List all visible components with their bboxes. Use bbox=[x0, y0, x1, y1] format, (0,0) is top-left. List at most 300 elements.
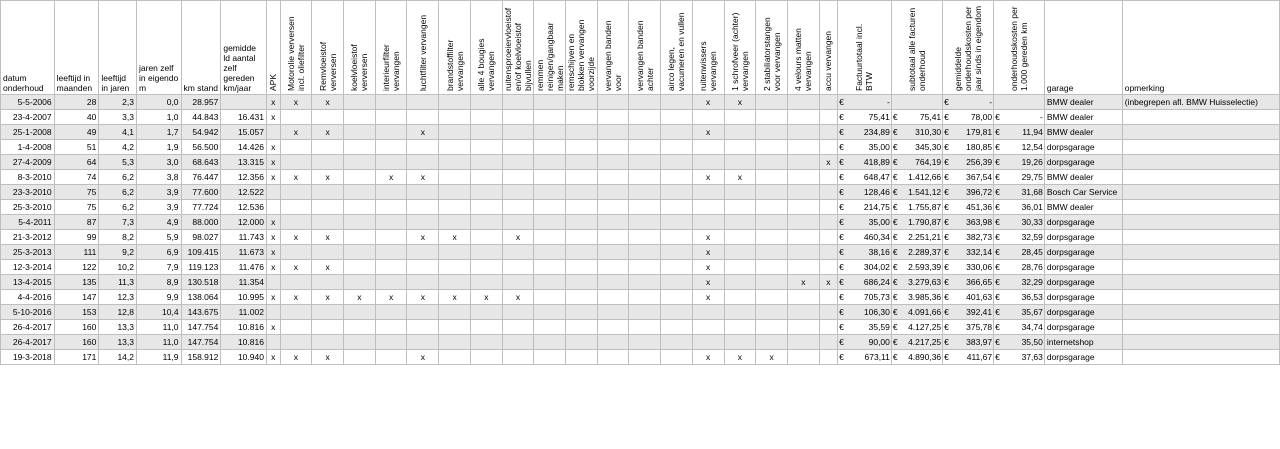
check-cell[interactable] bbox=[266, 200, 280, 215]
subtotal-cell[interactable] bbox=[891, 200, 942, 215]
date-cell[interactable]: 8-3-2010 bbox=[1, 170, 55, 185]
empty-cell[interactable] bbox=[266, 365, 280, 380]
check-cell[interactable]: x bbox=[819, 275, 837, 290]
check-cell[interactable] bbox=[661, 140, 693, 155]
column-header[interactable] bbox=[838, 1, 892, 95]
own-years-cell[interactable]: 4,9 bbox=[137, 215, 182, 230]
empty-cell[interactable] bbox=[724, 365, 756, 380]
column-header[interactable] bbox=[724, 1, 756, 95]
empty-cell[interactable] bbox=[502, 393, 534, 407]
check-cell[interactable] bbox=[439, 350, 471, 365]
empty-cell[interactable] bbox=[502, 407, 534, 421]
check-cell[interactable] bbox=[756, 290, 788, 305]
check-cell[interactable]: x bbox=[756, 350, 788, 365]
check-cell[interactable] bbox=[344, 170, 376, 185]
avg-cost-cell[interactable] bbox=[943, 245, 994, 260]
remark-cell[interactable] bbox=[1122, 185, 1279, 200]
empty-cell[interactable] bbox=[1044, 421, 1122, 435]
column-header[interactable] bbox=[534, 1, 566, 95]
check-cell[interactable] bbox=[661, 245, 693, 260]
empty-cell[interactable] bbox=[470, 379, 502, 393]
check-cell[interactable]: x bbox=[266, 320, 280, 335]
km-cell[interactable]: 77.724 bbox=[181, 200, 221, 215]
check-cell[interactable] bbox=[661, 125, 693, 140]
own-years-cell[interactable]: 11,0 bbox=[137, 335, 182, 350]
empty-cell[interactable] bbox=[566, 393, 598, 407]
cost-per-1000-cell[interactable] bbox=[994, 230, 1045, 245]
cost-per-1000-cell[interactable] bbox=[994, 215, 1045, 230]
empty-cell[interactable] bbox=[1, 435, 55, 449]
check-cell[interactable] bbox=[566, 290, 598, 305]
check-cell[interactable] bbox=[819, 140, 837, 155]
empty-cell[interactable] bbox=[724, 379, 756, 393]
check-cell[interactable] bbox=[629, 215, 661, 230]
check-cell[interactable]: x bbox=[312, 230, 344, 245]
check-cell[interactable] bbox=[534, 350, 566, 365]
check-cell[interactable]: x bbox=[312, 170, 344, 185]
check-cell[interactable]: x bbox=[502, 290, 534, 305]
check-cell[interactable] bbox=[502, 335, 534, 350]
check-cell[interactable] bbox=[470, 200, 502, 215]
check-cell[interactable] bbox=[566, 170, 598, 185]
empty-cell[interactable] bbox=[1044, 393, 1122, 407]
empty-cell[interactable] bbox=[661, 407, 693, 421]
empty-cell[interactable] bbox=[838, 407, 892, 421]
check-cell[interactable] bbox=[344, 95, 376, 110]
check-cell[interactable]: x bbox=[692, 260, 724, 275]
check-cell[interactable] bbox=[470, 245, 502, 260]
check-cell[interactable] bbox=[407, 305, 439, 320]
column-header[interactable] bbox=[819, 1, 837, 95]
empty-cell[interactable] bbox=[502, 421, 534, 435]
check-cell[interactable] bbox=[407, 200, 439, 215]
check-cell[interactable] bbox=[470, 350, 502, 365]
column-header[interactable] bbox=[597, 1, 629, 95]
empty-cell[interactable] bbox=[692, 435, 724, 449]
check-cell[interactable] bbox=[597, 215, 629, 230]
empty-cell[interactable] bbox=[1122, 407, 1279, 421]
empty-cell[interactable] bbox=[661, 365, 693, 380]
avg-km-cell[interactable]: 10.940 bbox=[221, 350, 267, 365]
check-cell[interactable] bbox=[266, 335, 280, 350]
check-cell[interactable]: x bbox=[266, 155, 280, 170]
date-cell[interactable]: 5-4-2011 bbox=[1, 215, 55, 230]
invoice-total-cell[interactable] bbox=[838, 95, 892, 110]
date-cell[interactable]: 21-3-2012 bbox=[1, 230, 55, 245]
check-cell[interactable] bbox=[692, 155, 724, 170]
check-cell[interactable] bbox=[787, 95, 819, 110]
check-cell[interactable] bbox=[439, 95, 471, 110]
check-cell[interactable] bbox=[629, 305, 661, 320]
date-cell[interactable]: 19-3-2018 bbox=[1, 350, 55, 365]
check-cell[interactable] bbox=[724, 320, 756, 335]
avg-cost-cell[interactable] bbox=[943, 260, 994, 275]
invoice-total-cell[interactable] bbox=[838, 125, 892, 140]
check-cell[interactable] bbox=[470, 110, 502, 125]
subtotal-cell[interactable] bbox=[891, 170, 942, 185]
check-cell[interactable] bbox=[819, 95, 837, 110]
check-cell[interactable]: x bbox=[266, 260, 280, 275]
column-header[interactable] bbox=[692, 1, 724, 95]
check-cell[interactable] bbox=[344, 245, 376, 260]
garage-cell[interactable]: dorpsgarage bbox=[1044, 260, 1122, 275]
empty-cell[interactable] bbox=[181, 379, 221, 393]
check-cell[interactable] bbox=[312, 305, 344, 320]
empty-cell[interactable] bbox=[221, 435, 267, 449]
empty-cell[interactable] bbox=[280, 393, 312, 407]
empty-cell[interactable] bbox=[534, 365, 566, 380]
check-cell[interactable] bbox=[724, 260, 756, 275]
check-cell[interactable] bbox=[692, 215, 724, 230]
check-cell[interactable] bbox=[692, 110, 724, 125]
check-cell[interactable] bbox=[407, 95, 439, 110]
empty-cell[interactable] bbox=[502, 365, 534, 380]
check-cell[interactable] bbox=[470, 170, 502, 185]
check-cell[interactable] bbox=[756, 140, 788, 155]
check-cell[interactable]: x bbox=[312, 125, 344, 140]
empty-cell[interactable] bbox=[470, 407, 502, 421]
empty-cell[interactable] bbox=[692, 379, 724, 393]
check-cell[interactable]: x bbox=[439, 230, 471, 245]
check-cell[interactable] bbox=[629, 200, 661, 215]
avg-km-cell[interactable]: 10.816 bbox=[221, 320, 267, 335]
subtotal-cell[interactable] bbox=[891, 275, 942, 290]
check-cell[interactable] bbox=[566, 275, 598, 290]
column-header[interactable] bbox=[1122, 1, 1279, 95]
check-cell[interactable] bbox=[724, 290, 756, 305]
check-cell[interactable] bbox=[375, 110, 407, 125]
subtotal-cell[interactable] bbox=[891, 185, 942, 200]
months-cell[interactable]: 171 bbox=[54, 350, 99, 365]
empty-cell[interactable] bbox=[943, 365, 994, 380]
check-cell[interactable] bbox=[787, 200, 819, 215]
empty-cell[interactable] bbox=[692, 365, 724, 380]
years-cell[interactable]: 3,3 bbox=[99, 110, 137, 125]
empty-cell[interactable] bbox=[1044, 365, 1122, 380]
months-cell[interactable]: 64 bbox=[54, 155, 99, 170]
check-cell[interactable]: x bbox=[692, 245, 724, 260]
empty-cell[interactable] bbox=[266, 379, 280, 393]
avg-km-cell[interactable]: 12.356 bbox=[221, 170, 267, 185]
check-cell[interactable] bbox=[439, 170, 471, 185]
empty-cell[interactable] bbox=[407, 379, 439, 393]
column-header[interactable] bbox=[891, 1, 942, 95]
empty-cell[interactable] bbox=[838, 435, 892, 449]
date-cell[interactable]: 26-4-2017 bbox=[1, 335, 55, 350]
check-cell[interactable] bbox=[724, 275, 756, 290]
empty-cell[interactable] bbox=[787, 435, 819, 449]
months-cell[interactable]: 51 bbox=[54, 140, 99, 155]
garage-cell[interactable]: dorpsgarage bbox=[1044, 140, 1122, 155]
check-cell[interactable] bbox=[439, 335, 471, 350]
check-cell[interactable] bbox=[629, 170, 661, 185]
check-cell[interactable]: x bbox=[692, 350, 724, 365]
check-cell[interactable] bbox=[312, 200, 344, 215]
years-cell[interactable]: 4,1 bbox=[99, 125, 137, 140]
check-cell[interactable] bbox=[819, 200, 837, 215]
avg-cost-cell[interactable] bbox=[943, 230, 994, 245]
check-cell[interactable] bbox=[597, 275, 629, 290]
check-cell[interactable] bbox=[534, 140, 566, 155]
check-cell[interactable] bbox=[280, 110, 312, 125]
check-cell[interactable] bbox=[629, 110, 661, 125]
check-cell[interactable] bbox=[375, 185, 407, 200]
check-cell[interactable] bbox=[724, 155, 756, 170]
check-cell[interactable] bbox=[534, 110, 566, 125]
check-cell[interactable] bbox=[407, 335, 439, 350]
column-header[interactable] bbox=[1044, 1, 1122, 95]
empty-cell[interactable] bbox=[407, 421, 439, 435]
check-cell[interactable]: x bbox=[266, 230, 280, 245]
cost-per-1000-cell[interactable] bbox=[994, 140, 1045, 155]
months-cell[interactable]: 49 bbox=[54, 125, 99, 140]
empty-cell[interactable] bbox=[943, 421, 994, 435]
check-cell[interactable]: x bbox=[692, 230, 724, 245]
check-cell[interactable] bbox=[756, 95, 788, 110]
check-cell[interactable] bbox=[724, 125, 756, 140]
months-cell[interactable]: 99 bbox=[54, 230, 99, 245]
empty-cell[interactable] bbox=[756, 421, 788, 435]
empty-cell[interactable] bbox=[54, 379, 99, 393]
avg-km-cell[interactable]: 11.673 bbox=[221, 245, 267, 260]
empty-cell[interactable] bbox=[566, 421, 598, 435]
years-cell[interactable]: 2,3 bbox=[99, 95, 137, 110]
remark-cell[interactable] bbox=[1122, 215, 1279, 230]
empty-cell[interactable] bbox=[470, 435, 502, 449]
avg-km-cell[interactable]: 12.522 bbox=[221, 185, 267, 200]
years-cell[interactable]: 7,3 bbox=[99, 215, 137, 230]
garage-cell[interactable]: Bosch Car Service bbox=[1044, 185, 1122, 200]
avg-cost-cell[interactable] bbox=[943, 140, 994, 155]
column-header[interactable] bbox=[312, 1, 344, 95]
empty-cell[interactable] bbox=[756, 393, 788, 407]
check-cell[interactable] bbox=[756, 125, 788, 140]
invoice-total-cell[interactable] bbox=[838, 320, 892, 335]
empty-cell[interactable] bbox=[344, 393, 376, 407]
check-cell[interactable] bbox=[439, 185, 471, 200]
invoice-total-cell[interactable] bbox=[838, 335, 892, 350]
years-cell[interactable]: 5,3 bbox=[99, 155, 137, 170]
remark-cell[interactable] bbox=[1122, 200, 1279, 215]
remark-cell[interactable] bbox=[1122, 170, 1279, 185]
column-header[interactable] bbox=[221, 1, 267, 95]
check-cell[interactable] bbox=[629, 260, 661, 275]
empty-cell[interactable] bbox=[756, 407, 788, 421]
empty-cell[interactable] bbox=[1, 393, 55, 407]
column-header[interactable] bbox=[54, 1, 99, 95]
months-cell[interactable]: 111 bbox=[54, 245, 99, 260]
empty-cell[interactable] bbox=[994, 379, 1045, 393]
check-cell[interactable] bbox=[661, 350, 693, 365]
check-cell[interactable] bbox=[756, 230, 788, 245]
check-cell[interactable] bbox=[661, 200, 693, 215]
check-cell[interactable] bbox=[724, 215, 756, 230]
own-years-cell[interactable]: 5,9 bbox=[137, 230, 182, 245]
check-cell[interactable] bbox=[692, 200, 724, 215]
date-cell[interactable]: 23-3-2010 bbox=[1, 185, 55, 200]
own-years-cell[interactable]: 7,9 bbox=[137, 260, 182, 275]
check-cell[interactable] bbox=[724, 110, 756, 125]
empty-cell[interactable] bbox=[137, 379, 182, 393]
avg-cost-cell[interactable] bbox=[943, 350, 994, 365]
empty-cell[interactable] bbox=[375, 365, 407, 380]
check-cell[interactable] bbox=[597, 320, 629, 335]
subtotal-cell[interactable] bbox=[891, 215, 942, 230]
subtotal-cell[interactable] bbox=[891, 155, 942, 170]
empty-cell[interactable] bbox=[891, 407, 942, 421]
check-cell[interactable] bbox=[534, 215, 566, 230]
empty-cell[interactable] bbox=[1, 379, 55, 393]
empty-cell[interactable] bbox=[344, 435, 376, 449]
empty-cell[interactable] bbox=[1122, 421, 1279, 435]
empty-cell[interactable] bbox=[629, 421, 661, 435]
remark-cell[interactable] bbox=[1122, 140, 1279, 155]
garage-cell[interactable]: BMW dealer bbox=[1044, 170, 1122, 185]
empty-cell[interactable] bbox=[375, 435, 407, 449]
subtotal-cell[interactable] bbox=[891, 95, 942, 110]
check-cell[interactable] bbox=[597, 125, 629, 140]
check-cell[interactable] bbox=[470, 185, 502, 200]
check-cell[interactable]: x bbox=[312, 95, 344, 110]
check-cell[interactable] bbox=[566, 140, 598, 155]
column-header[interactable] bbox=[407, 1, 439, 95]
check-cell[interactable] bbox=[312, 110, 344, 125]
own-years-cell[interactable]: 0,0 bbox=[137, 95, 182, 110]
check-cell[interactable] bbox=[534, 290, 566, 305]
check-cell[interactable] bbox=[629, 245, 661, 260]
invoice-total-cell[interactable] bbox=[838, 305, 892, 320]
empty-cell[interactable] bbox=[221, 379, 267, 393]
column-header[interactable] bbox=[99, 1, 137, 95]
avg-km-cell[interactable]: 10.816 bbox=[221, 335, 267, 350]
column-header[interactable] bbox=[280, 1, 312, 95]
check-cell[interactable]: x bbox=[266, 110, 280, 125]
invoice-total-cell[interactable] bbox=[838, 275, 892, 290]
check-cell[interactable] bbox=[470, 140, 502, 155]
empty-cell[interactable] bbox=[137, 393, 182, 407]
column-header[interactable] bbox=[470, 1, 502, 95]
empty-cell[interactable] bbox=[312, 407, 344, 421]
empty-cell[interactable] bbox=[629, 435, 661, 449]
empty-cell[interactable] bbox=[312, 435, 344, 449]
check-cell[interactable] bbox=[534, 305, 566, 320]
check-cell[interactable] bbox=[439, 245, 471, 260]
check-cell[interactable] bbox=[597, 260, 629, 275]
invoice-total-cell[interactable] bbox=[838, 170, 892, 185]
check-cell[interactable]: x bbox=[692, 125, 724, 140]
cost-per-1000-cell[interactable] bbox=[994, 350, 1045, 365]
check-cell[interactable] bbox=[566, 215, 598, 230]
check-cell[interactable] bbox=[375, 140, 407, 155]
subtotal-cell[interactable] bbox=[891, 260, 942, 275]
empty-cell[interactable] bbox=[407, 393, 439, 407]
garage-cell[interactable]: BMW dealer bbox=[1044, 110, 1122, 125]
empty-cell[interactable] bbox=[891, 379, 942, 393]
own-years-cell[interactable]: 1,0 bbox=[137, 110, 182, 125]
invoice-total-cell[interactable] bbox=[838, 200, 892, 215]
empty-cell[interactable] bbox=[266, 407, 280, 421]
check-cell[interactable] bbox=[470, 155, 502, 170]
own-years-cell[interactable]: 11,0 bbox=[137, 320, 182, 335]
check-cell[interactable] bbox=[597, 170, 629, 185]
empty-cell[interactable] bbox=[787, 421, 819, 435]
check-cell[interactable] bbox=[566, 320, 598, 335]
months-cell[interactable]: 153 bbox=[54, 305, 99, 320]
check-cell[interactable]: x bbox=[280, 290, 312, 305]
check-cell[interactable] bbox=[439, 125, 471, 140]
garage-cell[interactable]: BMW dealer bbox=[1044, 95, 1122, 110]
km-cell[interactable]: 77.600 bbox=[181, 185, 221, 200]
cost-per-1000-cell[interactable] bbox=[994, 155, 1045, 170]
empty-cell[interactable] bbox=[661, 435, 693, 449]
check-cell[interactable] bbox=[787, 320, 819, 335]
column-header[interactable] bbox=[375, 1, 407, 95]
check-cell[interactable]: x bbox=[266, 140, 280, 155]
months-cell[interactable]: 75 bbox=[54, 200, 99, 215]
empty-cell[interactable] bbox=[280, 421, 312, 435]
check-cell[interactable]: x bbox=[312, 350, 344, 365]
years-cell[interactable]: 12,8 bbox=[99, 305, 137, 320]
empty-cell[interactable] bbox=[439, 407, 471, 421]
column-header[interactable] bbox=[787, 1, 819, 95]
empty-cell[interactable] bbox=[943, 379, 994, 393]
avg-km-cell[interactable]: 15.057 bbox=[221, 125, 267, 140]
check-cell[interactable] bbox=[566, 110, 598, 125]
check-cell[interactable] bbox=[470, 215, 502, 230]
check-cell[interactable] bbox=[470, 230, 502, 245]
empty-cell[interactable] bbox=[137, 407, 182, 421]
check-cell[interactable]: x bbox=[312, 260, 344, 275]
check-cell[interactable]: x bbox=[692, 290, 724, 305]
garage-cell[interactable]: dorpsgarage bbox=[1044, 230, 1122, 245]
check-cell[interactable] bbox=[375, 275, 407, 290]
empty-cell[interactable] bbox=[344, 421, 376, 435]
column-header[interactable] bbox=[266, 1, 280, 95]
empty-cell[interactable] bbox=[1, 407, 55, 421]
check-cell[interactable]: x bbox=[692, 170, 724, 185]
remark-cell[interactable] bbox=[1122, 320, 1279, 335]
avg-km-cell[interactable]: 13.315 bbox=[221, 155, 267, 170]
check-cell[interactable] bbox=[312, 215, 344, 230]
check-cell[interactable] bbox=[597, 140, 629, 155]
check-cell[interactable] bbox=[375, 125, 407, 140]
check-cell[interactable]: x bbox=[312, 290, 344, 305]
months-cell[interactable]: 160 bbox=[54, 320, 99, 335]
check-cell[interactable] bbox=[439, 200, 471, 215]
check-cell[interactable] bbox=[629, 140, 661, 155]
cost-per-1000-cell[interactable] bbox=[994, 290, 1045, 305]
check-cell[interactable]: x bbox=[407, 230, 439, 245]
check-cell[interactable] bbox=[597, 350, 629, 365]
empty-cell[interactable] bbox=[375, 407, 407, 421]
own-years-cell[interactable]: 3,0 bbox=[137, 155, 182, 170]
garage-cell[interactable]: internetshop bbox=[1044, 335, 1122, 350]
check-cell[interactable] bbox=[470, 125, 502, 140]
check-cell[interactable] bbox=[724, 305, 756, 320]
column-header[interactable] bbox=[629, 1, 661, 95]
empty-cell[interactable] bbox=[221, 393, 267, 407]
check-cell[interactable] bbox=[280, 155, 312, 170]
check-cell[interactable] bbox=[692, 140, 724, 155]
km-cell[interactable]: 130.518 bbox=[181, 275, 221, 290]
check-cell[interactable] bbox=[787, 170, 819, 185]
column-header[interactable] bbox=[439, 1, 471, 95]
check-cell[interactable] bbox=[407, 110, 439, 125]
avg-cost-cell[interactable] bbox=[943, 335, 994, 350]
column-header[interactable] bbox=[566, 1, 598, 95]
empty-cell[interactable] bbox=[266, 435, 280, 449]
check-cell[interactable] bbox=[344, 320, 376, 335]
